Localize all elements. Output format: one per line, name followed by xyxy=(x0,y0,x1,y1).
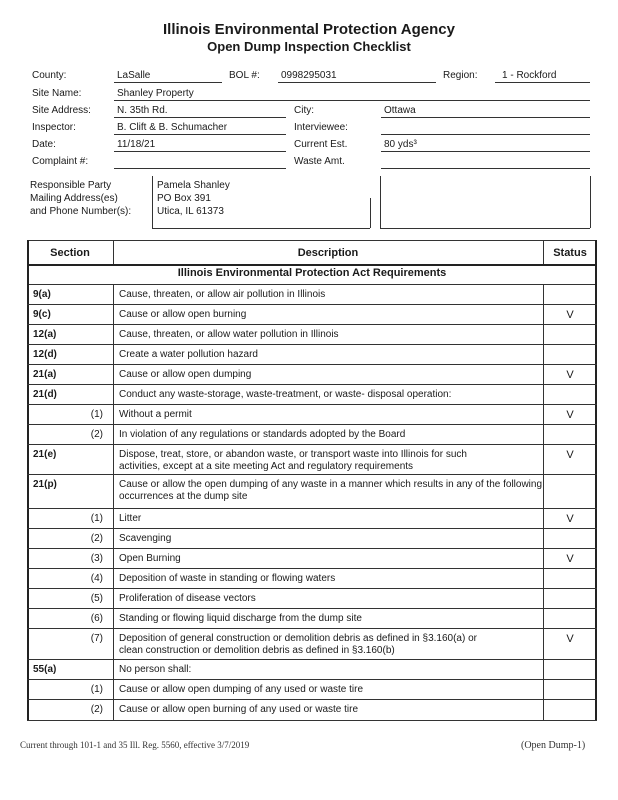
city-value: Ottawa xyxy=(384,105,416,116)
date-value: 11/18/21 xyxy=(117,139,156,150)
row-section-code: 55(a) xyxy=(33,664,57,675)
waste-amt-label: Waste Amt. xyxy=(294,156,345,167)
row-section-code: 21(e) xyxy=(33,449,57,460)
row-status-mark: V xyxy=(566,409,574,421)
responsible-label-3: and Phone Number(s): xyxy=(30,206,132,217)
row-description: Cause or allow the open dumping of any waste in a manner which results in any of the following xyxy=(119,479,543,490)
row-subitem-number: (2) xyxy=(90,533,103,544)
row-description: Standing or flowing liquid discharge from the dump site xyxy=(119,613,362,624)
row-description: Open Burning xyxy=(119,553,181,564)
responsible-label-2: Mailing Address(es) xyxy=(30,193,118,204)
row-description: Cause, threaten, or allow water pollution in Illinois xyxy=(119,329,339,340)
row-subitem-number: (2) xyxy=(90,429,103,440)
region-value: 1 - Rockford xyxy=(502,70,557,81)
footer-citation: Current through 101-1 and 35 Ill. Reg. 5560, effective 3/7/2019 xyxy=(20,740,250,750)
responsible-city: Utica, IL 61373 xyxy=(157,206,224,217)
row-description: Cause or allow open dumping xyxy=(119,369,252,380)
row-section-code: 12(a) xyxy=(33,329,57,340)
row-status-mark: V xyxy=(566,369,574,381)
row-description: In violation of any regulations or standards adopted by the Board xyxy=(119,429,406,440)
site-name-value: Shanley Property xyxy=(117,88,194,99)
row-description: Cause or allow open burning of any used or waste tire xyxy=(119,704,359,715)
row-subitem-number: (1) xyxy=(90,684,103,695)
site-name-label: Site Name: xyxy=(32,88,82,99)
county-label: County: xyxy=(32,70,67,81)
interviewee-label: Interviewee: xyxy=(294,122,348,133)
page-subtitle: Open Dump Inspection Checklist xyxy=(207,39,411,54)
inspector-label: Inspector: xyxy=(32,122,76,133)
responsible-address: PO Box 391 xyxy=(157,193,211,204)
region-label: Region: xyxy=(443,70,478,81)
table-subheader: Illinois Environmental Protection Act Requirements xyxy=(177,267,447,279)
complaint-label: Complaint #: xyxy=(32,156,89,167)
row-subitem-number: (2) xyxy=(90,704,103,715)
row-subitem-number: (1) xyxy=(90,513,103,524)
row-description-continued: activities, except at a site meeting Act and regulatory requirements xyxy=(119,461,414,472)
county-value: LaSalle xyxy=(117,70,151,81)
row-status-mark: V xyxy=(566,553,574,565)
responsible-label-1: Responsible Party xyxy=(30,180,112,191)
row-description: Create a water pollution hazard xyxy=(119,349,258,360)
city-label: City: xyxy=(294,105,314,116)
bol-value: 0998295031 xyxy=(281,70,337,81)
row-description: Proliferation of disease vectors xyxy=(119,593,256,604)
row-section-code: 9(a) xyxy=(33,289,51,300)
row-section-code: 9(c) xyxy=(33,309,51,320)
row-subitem-number: (1) xyxy=(90,409,103,420)
site-address-value: N. 35th Rd. xyxy=(117,105,168,116)
row-description: Scavenging xyxy=(119,533,172,544)
col-header-section: Section xyxy=(50,247,90,259)
page-title: Illinois Environmental Protection Agency xyxy=(163,21,455,38)
row-description: Conduct any waste-storage, waste-treatment, or waste- disposal operation: xyxy=(119,389,452,400)
row-description: Litter xyxy=(119,513,142,524)
row-description: Cause, threaten, or allow air pollution in Illinois xyxy=(119,289,326,300)
row-description: Cause or allow open dumping of any used or waste tire xyxy=(119,684,364,695)
row-subitem-number: (3) xyxy=(90,553,103,564)
responsible-name: Pamela Shanley xyxy=(157,180,230,191)
row-description-continued: clean construction or demolition debris as defined in §3.160(b) xyxy=(119,645,395,656)
footer-form-id: (Open Dump-1) xyxy=(521,740,586,751)
date-label: Date: xyxy=(32,139,56,150)
row-status-mark: V xyxy=(566,449,574,461)
row-section-code: 21(a) xyxy=(33,369,57,380)
current-est-label: Current Est. xyxy=(294,139,348,150)
row-description: Cause or allow open burning xyxy=(119,309,247,320)
row-section-code: 21(p) xyxy=(33,479,57,490)
col-header-description: Description xyxy=(297,247,359,259)
row-description-continued: occurrences at the dump site xyxy=(119,491,248,502)
row-section-code: 21(d) xyxy=(33,389,57,400)
row-subitem-number: (7) xyxy=(90,633,103,644)
row-description: No person shall: xyxy=(119,664,192,675)
site-address-label: Site Address: xyxy=(32,105,91,116)
row-section-code: 12(d) xyxy=(33,349,57,360)
row-description: Dispose, treat, store, or abandon waste, or transport waste into Illinois for such xyxy=(119,449,467,460)
row-description: Without a permit xyxy=(119,409,192,420)
current-est-value: 80 yds³ xyxy=(384,139,417,150)
inspector-value: B. Clift & B. Schumacher xyxy=(117,122,228,133)
row-subitem-number: (6) xyxy=(90,613,103,624)
row-description: Deposition of general construction or demolition debris as defined in §3.160(a) or xyxy=(119,633,477,644)
bol-label: BOL #: xyxy=(229,70,260,81)
row-status-mark: V xyxy=(566,513,574,525)
row-status-mark: V xyxy=(566,309,574,321)
row-status-mark: V xyxy=(566,633,574,645)
row-subitem-number: (4) xyxy=(90,573,103,584)
row-subitem-number: (5) xyxy=(90,593,103,604)
row-description: Deposition of waste in standing or flowing waters xyxy=(119,573,336,584)
col-header-status: Status xyxy=(553,247,587,259)
